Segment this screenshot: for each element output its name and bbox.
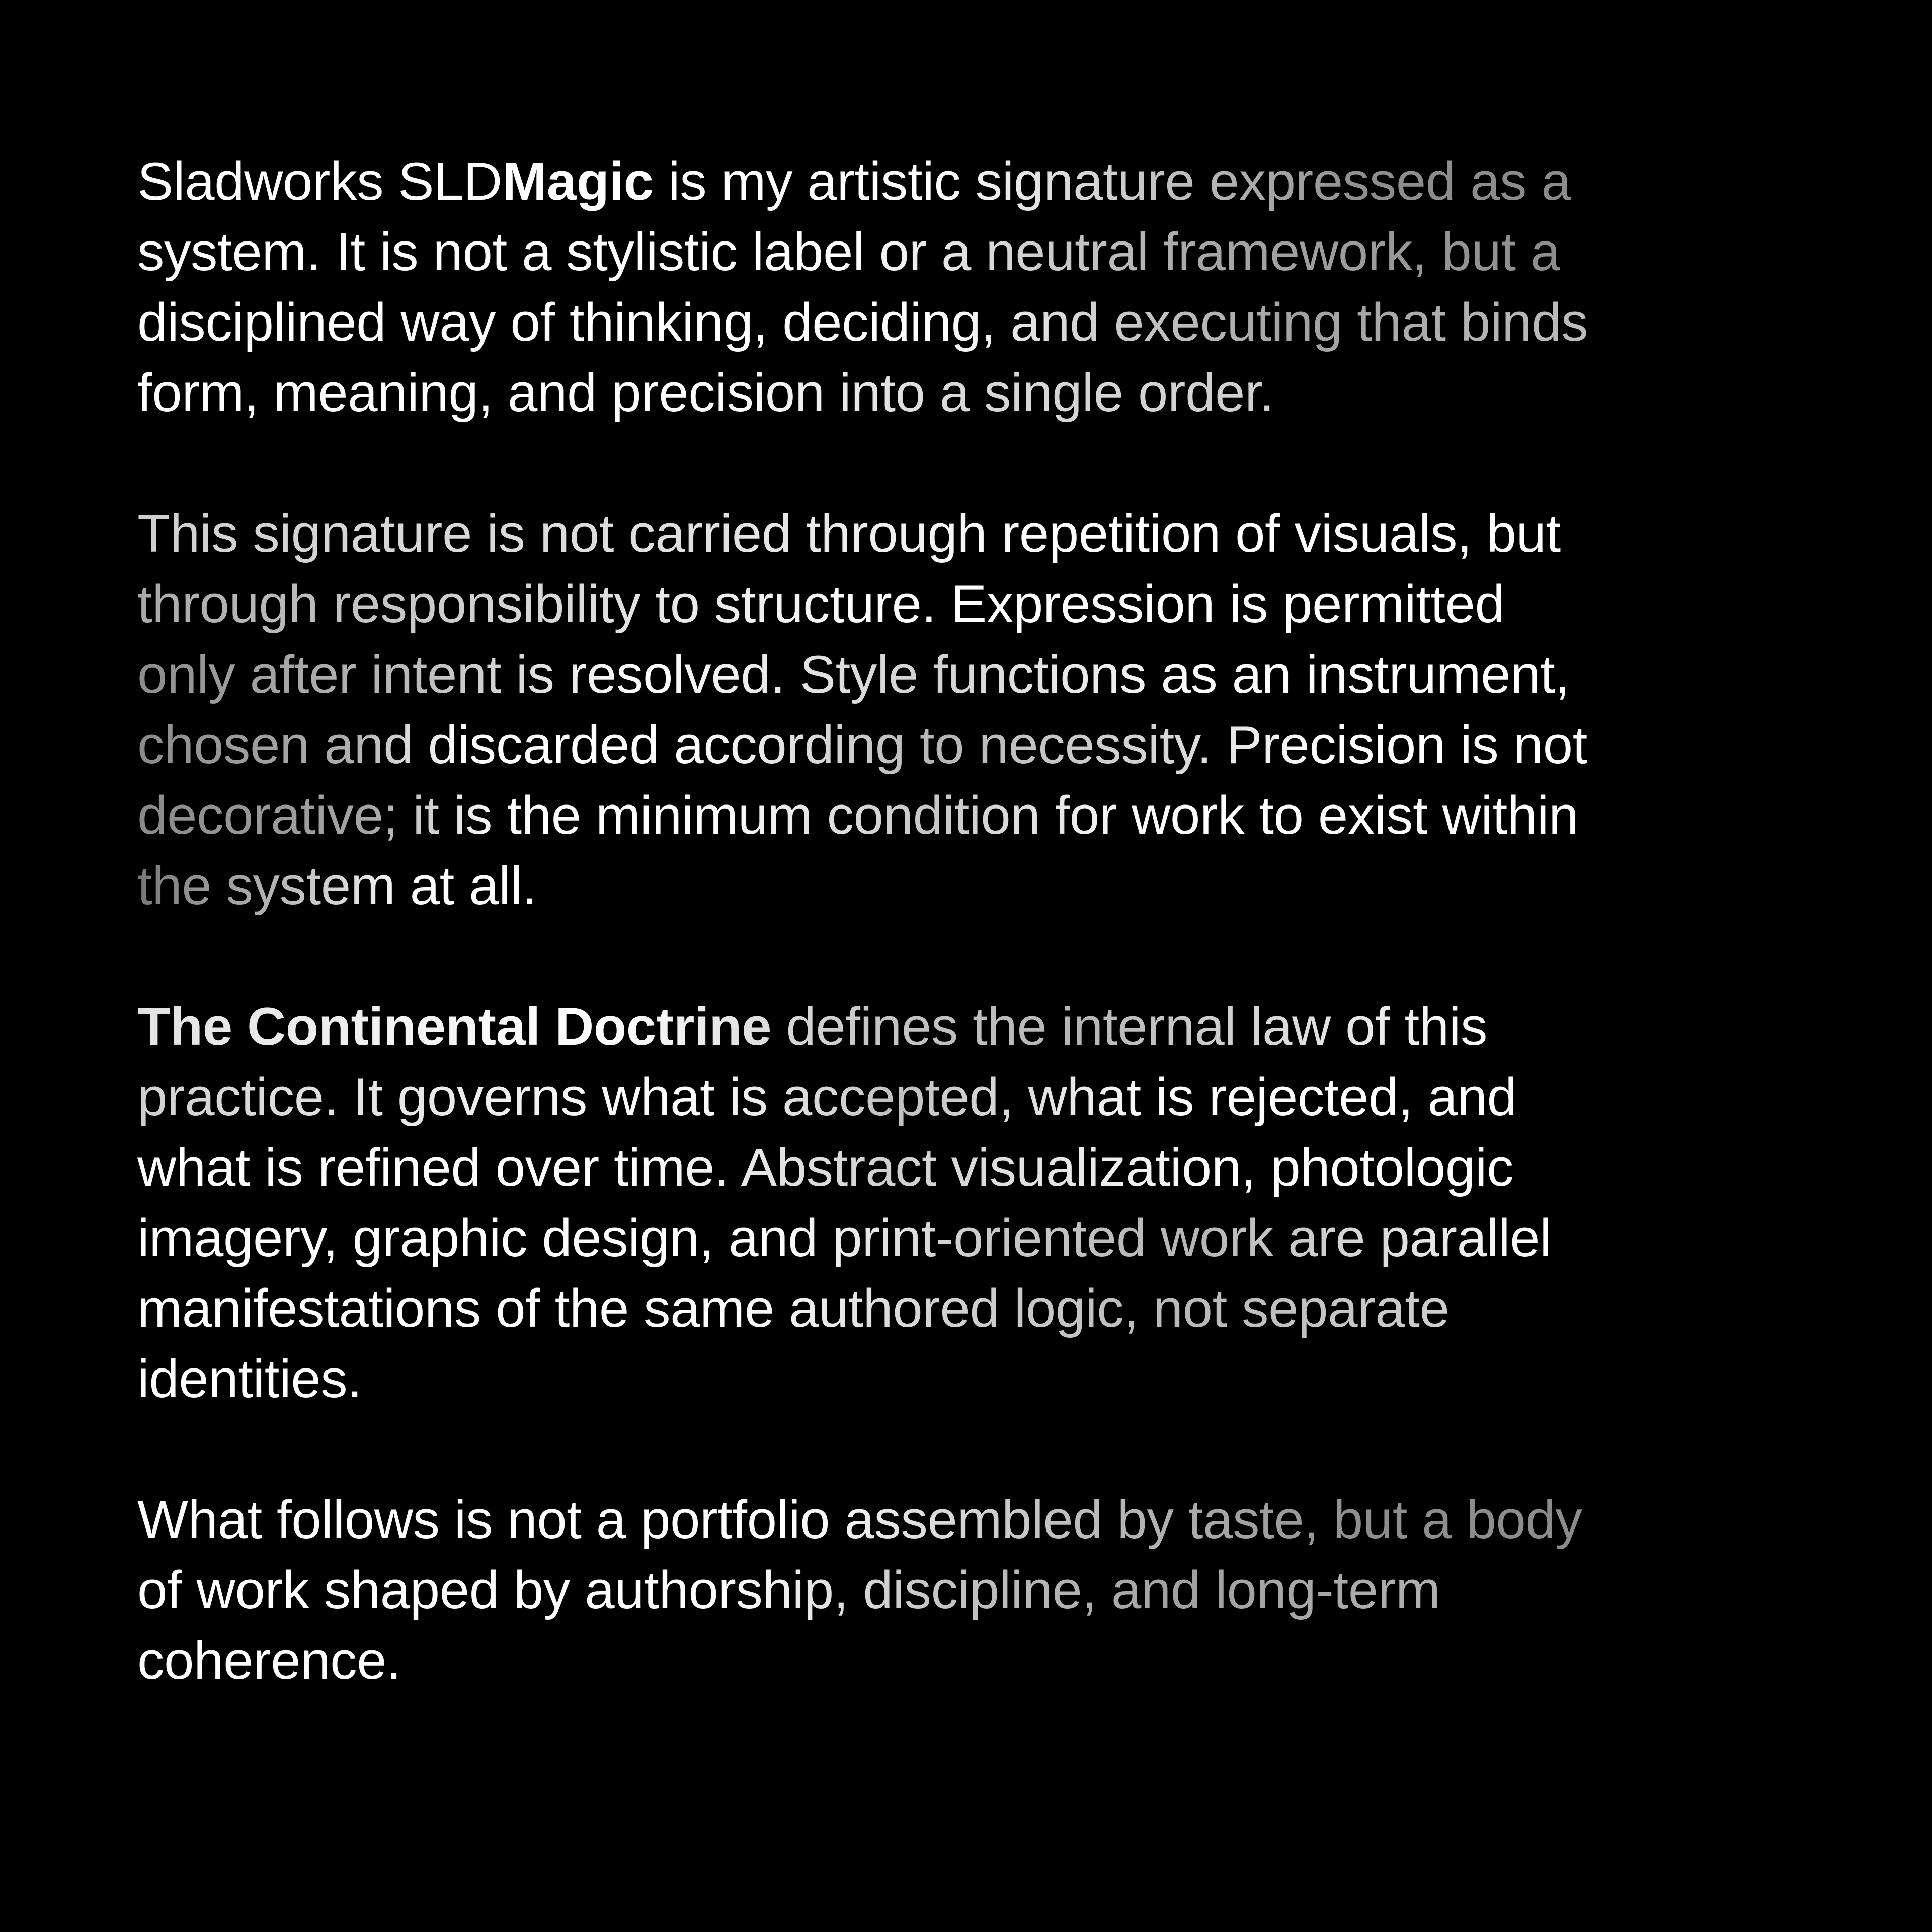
- paragraph-2-line-3: only after intent is resolved. Style functions as an instrument,: [137, 639, 1570, 709]
- doctrine-title-bold: The Continental Doctrine: [137, 996, 772, 1057]
- paragraph-sldmagic: [137, 146, 1798, 428]
- paragraph-3-line-5: manifestations of the same authored logic, not separate: [137, 1273, 1449, 1343]
- paragraph-4-line-2: of work shaped by authorship, discipline, and long-term: [137, 1555, 1440, 1625]
- paragraph-4-line-3: coherence.: [137, 1625, 401, 1696]
- paragraph-3-line-4: imagery, graphic design, and print-oriented work are parallel: [137, 1202, 1551, 1273]
- paragraph-2-line-6: the system at all.: [137, 850, 537, 921]
- paragraph-3-line-6: identities.: [137, 1343, 362, 1414]
- paragraph-3-line-3: what is refined over time. Abstract visualization, photologic: [137, 1132, 1513, 1202]
- brand-prefix: Sladworks SLD: [137, 151, 502, 211]
- paragraph-2-line-2: through responsibility to structure. Expression is permitted: [137, 569, 1505, 639]
- statement-text: [137, 146, 1798, 1696]
- paragraph-1-line-2: system. It is not a stylistic label or a neutral framework, but a: [137, 216, 1560, 287]
- brand-bold-magic: Magic: [502, 151, 654, 211]
- paragraph-3-line-2: practice. It governs what is accepted, what is rejected, and: [137, 1062, 1517, 1132]
- paragraph-4-line-1: What follows is not a portfolio assembled by taste, but a body: [137, 1484, 1582, 1555]
- paragraph-3-line-1-rest: defines the internal law of this: [771, 996, 1488, 1057]
- paragraph-2-line-4: chosen and discarded according to necessity. Precision is not: [137, 709, 1587, 780]
- paragraph-2-line-1: This signature is not carried through repetition of visuals, but: [137, 498, 1561, 569]
- paragraph-continental-doctrine: [137, 991, 1798, 1414]
- paragraph-1-line-3: disciplined way of thinking, deciding, and executing that binds: [137, 287, 1588, 357]
- paragraph-3-line-1: [137, 991, 1487, 1062]
- paragraph-1-line-1: [137, 146, 1571, 216]
- paragraph-signature: [137, 498, 1798, 921]
- paragraph-1-line-1-rest: is my artistic signature expressed as a: [653, 151, 1571, 211]
- paragraph-what-follows: [137, 1484, 1798, 1696]
- paragraph-2-line-5: decorative; it is the minimum condition for work to exist within: [137, 780, 1578, 850]
- paragraph-1-line-4: form, meaning, and precision into a single order.: [137, 357, 1274, 428]
